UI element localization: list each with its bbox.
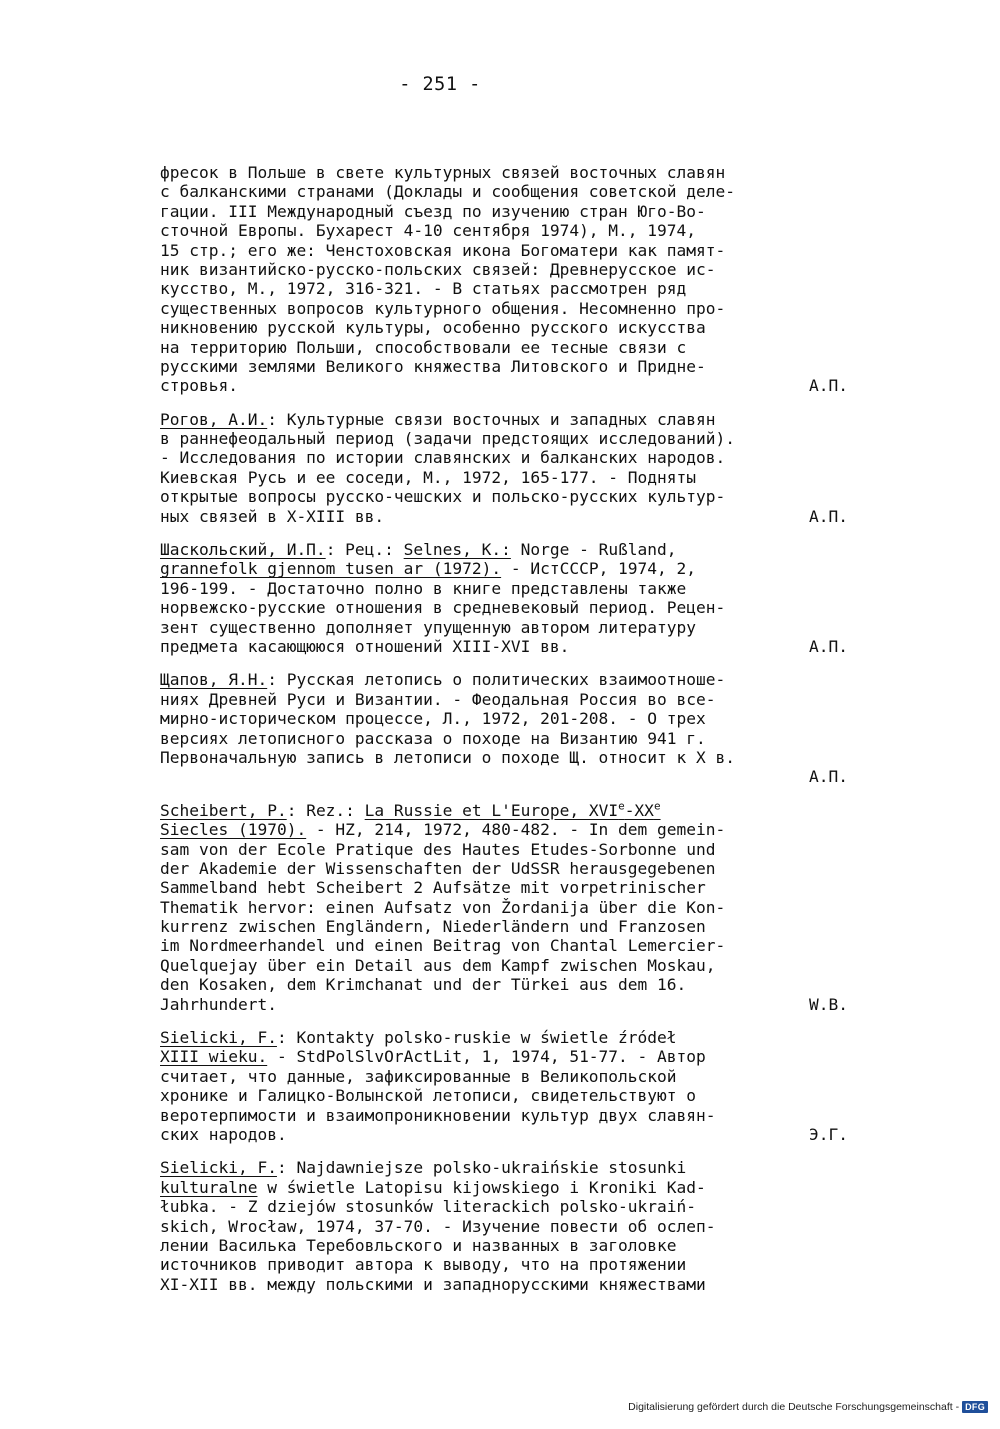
- text-line: Первоначальную запись в летописи о походе Щ. относит к X в.: [160, 747, 735, 767]
- reviewed-work-title: grannefolk gjennom tusen ar (1972).: [160, 559, 502, 579]
- text-line: норвежско-русские отношения в средневековый период. Рецен-: [160, 598, 726, 618]
- bibliography-entry: [160, 1028, 860, 1144]
- text-line: der Akademie der Wissenschaften der UdSSR herausgegebenen: [160, 858, 716, 878]
- text-line: łubka. - Z dziejów stosunków literackich polsko-ukraiń-: [160, 1197, 697, 1217]
- entry-heading-line: [160, 670, 860, 689]
- reviewer-signature: А.П.: [809, 636, 848, 656]
- text-line: в раннефеодальный период (задачи предстоящих исследований).: [160, 429, 735, 449]
- text-line: русскими землями Великого княжества Литовского и Придне-: [160, 356, 706, 376]
- work-title: kulturalne: [160, 1177, 258, 1197]
- text-line: ник византийско-русско-польских связей: Древнерусское ис-: [160, 259, 716, 279]
- text-line: [160, 637, 848, 656]
- author-name: Sielicki, F.: [160, 1028, 277, 1048]
- text-line: сточной Европы. Бухарест 4-10 сентября 1974), М., 1974,: [160, 221, 697, 241]
- text-line: [160, 507, 848, 526]
- text-line: kurrenz zwischen Engländern, Niederländern und Franzosen: [160, 917, 706, 937]
- digitization-footer: [628, 1401, 988, 1413]
- text-line: на территорию Польши, способствовали ее тесные связи с: [160, 337, 687, 357]
- reviewed-work-title: Selnes, K.:: [403, 540, 511, 560]
- author-name: Шаскольский, И.П.: [160, 540, 326, 560]
- text-line: источников приводит автора к выводу, что на протяжении: [160, 1255, 687, 1275]
- text-line: XIII wieku. - StdPolSlvOrActLit, 1, 1974, 51-77. - Автор: [160, 1047, 706, 1067]
- text-line: Siecles (1970). - HZ, 214, 1972, 480-482. - In dem gemein-: [160, 820, 726, 840]
- work-title: XIII wieku.: [160, 1047, 268, 1067]
- text-line: веротерпимости и взаимопроникновении культур двух славян-: [160, 1105, 716, 1125]
- text-line: считает, что данные, зафиксированные в Великопольской: [160, 1066, 677, 1086]
- text-line: версиях летописного рассказа о походе на Византию 941 г.: [160, 728, 706, 748]
- last-line-text: стровья.: [160, 376, 238, 396]
- entry-heading-line: [160, 1158, 860, 1177]
- bibliography-entry: [160, 801, 860, 1014]
- reviewer-signature: А.П.: [809, 376, 848, 396]
- footer-text: Digitalisierung gefördert durch die Deutsche Forschungsgemeinschaft -: [628, 1401, 960, 1413]
- text-line: sam von der Ecole Pratique des Hautes Etudes-Sorbonne und: [160, 839, 716, 859]
- entry-heading-line: [160, 410, 860, 429]
- text-line: никновению русской культуры, особенно русского искусства: [160, 318, 706, 338]
- author-name: Sielicki, F.: [160, 1158, 277, 1178]
- reviewed-work-title: Siecles (1970).: [160, 820, 307, 840]
- text-line: 196-199. - Достаточно полно в книге представлены также: [160, 578, 687, 598]
- heading-text: : Рец.:: [325, 540, 404, 560]
- bibliography-content: [160, 163, 860, 1308]
- text-line: хронике и Галицко-Волынской летописи, свидетельствуют о: [160, 1086, 697, 1106]
- heading-text: Norge - Rußland,: [510, 540, 677, 560]
- reviewed-work-title: La Russie et L'Europe, XVIe-XXe: [364, 799, 661, 820]
- text-line: Киевская Русь и ее соседи, М., 1972, 165-177. - Подняты: [160, 467, 697, 487]
- text-line: ниях Древней Руси и Византии. - Феодальная Россия во все-: [160, 689, 716, 709]
- heading-text: : Русская летопись о политических взаимоотноше-: [267, 670, 726, 690]
- text-line: существенных вопросов культурного общения. Несомненно про-: [160, 298, 726, 318]
- text-line: Quelquejay über ein Detail aus dem Kampf zwischen Moskau,: [160, 955, 716, 975]
- text-line: den Kosaken, dem Krimchanat und der Türkei aus dem 16.: [160, 975, 687, 995]
- text-line: Thematik hervor: einen Aufsatz von Žordanija über die Kon-: [160, 897, 726, 917]
- text-line: лении Василька Теребовльского и названных в заголовке: [160, 1235, 677, 1255]
- text-line: открытые вопросы русско-чешских и польско-русских культур-: [160, 487, 726, 507]
- text-line: [160, 995, 848, 1014]
- text-line: 15 стр.; его же: Ченстоховская икона Богоматери как памят-: [160, 240, 726, 260]
- text-line: гации. III Международный съезд по изучению стран Юго-Во-: [160, 201, 706, 221]
- text-line: [160, 1125, 848, 1144]
- entry-heading-line: [160, 801, 860, 820]
- heading-text: : Najdawniejsze polsko-ukraińskie stosunki: [276, 1158, 687, 1178]
- heading-text: : Культурные связи восточных и западных славян: [267, 409, 716, 429]
- text-line: кусство, М., 1972, 316-321. - В статьях рассмотрен ряд: [160, 279, 687, 299]
- author-name: Рогов, А.И.: [160, 409, 268, 429]
- heading-text: : Kontakty polsko-ruskie w świetle źródeł: [276, 1028, 677, 1048]
- text-line: XI-XII вв. между польскими и западнорусскими княжествами: [160, 1274, 706, 1294]
- last-line-text: ных связей в X-XIII вв.: [160, 506, 385, 526]
- author-name: Scheibert, P.: [160, 800, 287, 820]
- last-line-text: ских народов.: [160, 1124, 287, 1144]
- text-line: skich, Wrocław, 1974, 37-70. - Изучение повести об ослеп-: [160, 1216, 716, 1236]
- heading-text: : Rez.:: [286, 800, 365, 820]
- bibliography-entry: [160, 410, 860, 526]
- page-number: - 251 -: [399, 74, 481, 95]
- entry-heading-line: [160, 540, 860, 559]
- author-name: Щапов, Я.Н.: [160, 670, 268, 690]
- dfg-logo-icon: DFG: [962, 1401, 988, 1413]
- text-line: с балканскими странами (Доклады и сообщения советской деле-: [160, 182, 735, 202]
- reviewer-signature: Э.Г.: [809, 1124, 848, 1144]
- text-line: зент существенно дополняет упущенную автором литературу: [160, 617, 697, 637]
- bibliography-entry: [160, 163, 860, 396]
- reviewer-signature: А.П.: [809, 506, 848, 526]
- reviewer-signature: А.П.: [809, 767, 848, 787]
- last-line-text: Jahrhundert.: [160, 994, 277, 1014]
- text-line: grannefolk gjennom tusen ar (1972). - ИстСССР, 1974, 2,: [160, 559, 697, 579]
- last-line-text: предмета касающююся отношений XIII-XVI вв.: [160, 636, 570, 656]
- reviewer-signature: W.B.: [809, 994, 848, 1014]
- bibliography-entry: [160, 1158, 860, 1294]
- entry-heading-line: [160, 1028, 860, 1047]
- text-line: [160, 376, 848, 395]
- bibliography-entry: [160, 540, 860, 656]
- bibliography-entry: [160, 670, 860, 786]
- text-line: kulturalne w świetle Latopisu kijowskiego i Kroniki Kad-: [160, 1177, 706, 1197]
- text-line: мирно-историческом процессе, Л., 1972, 201-208. - О трех: [160, 709, 706, 729]
- text-line: - Исследования по истории славянских и балканских народов.: [160, 448, 726, 468]
- text-line: фресок в Польше в свете культурных связей восточных славян: [160, 163, 726, 182]
- text-line: Sammelband hebt Scheibert 2 Aufsätze mit vorpetrinischer: [160, 878, 706, 898]
- text-line: im Nordmeerhandel und einen Beitrag von Chantal Lemercier-: [160, 936, 726, 956]
